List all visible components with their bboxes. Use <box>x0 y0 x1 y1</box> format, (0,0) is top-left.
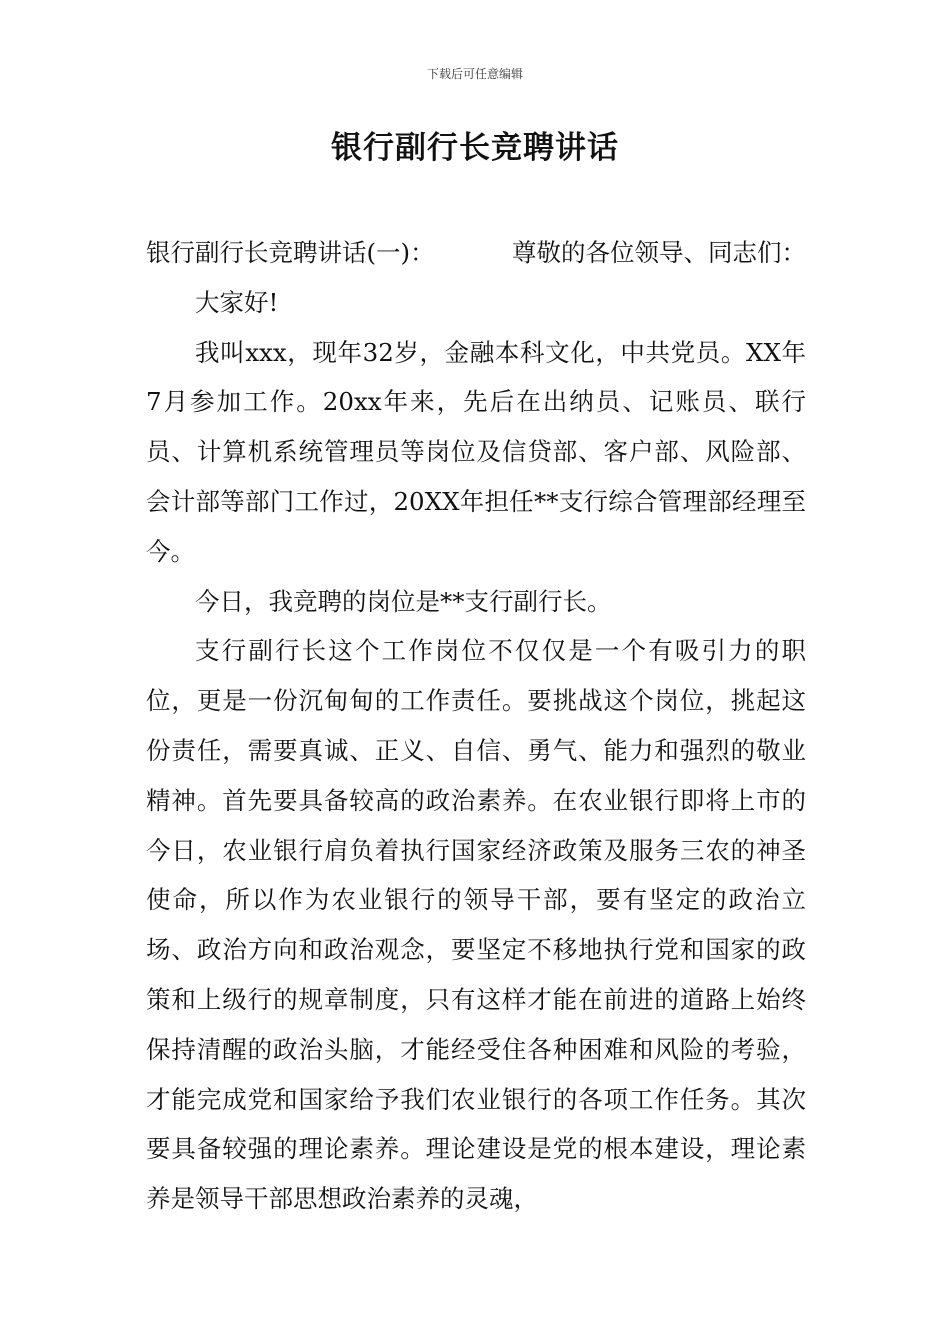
header-note: 下载后可任意编辑 <box>426 67 523 81</box>
self-introduction-paragraph: 我叫xxx，现年32岁，金融本科文化，中共党员。XX年7月参加工作。20xx年来，先后在出纳员、记账员、联行员、计算机系统管理员等岗位及信贷部、客户部、风险部、会计部等部门工作过，20XX年担任**支行综合管理部经理至今。 <box>146 337 806 566</box>
intro-heading: 银行副行长竞聘讲话(一)： <box>146 238 435 267</box>
salutation: 尊敬的各位领导、同志们： <box>512 238 806 267</box>
document-title: 银行副行长竞聘讲话 <box>331 130 619 166</box>
position-paragraph: 今日，我竞聘的岗位是**支行副行长。 <box>195 586 612 616</box>
greeting-paragraph: 大家好! <box>195 287 279 317</box>
responsibility-paragraph: 支行副行长这个工作岗位不仅仅是一个有吸引力的职位，更是一份沉甸甸的工作责任。要挑战这个岗位，挑起这份责任，需要真诚、正义、自信、勇气、能力和强烈的敬业精神。首先要具备较高的政治素养。在农业银行即将上市的今日，农业银行肩负着执行国家经济政策及服务三农的神圣使命，所以作为农业银行的领导干部，要有坚定的政治立场、政治方向和政治观念，要坚定不移地执行党和国家的政策和上级行的规章制度，只有这样才能在前进的道路上始终保持清醒的政治头脑，才能经受住各种困难和风险的考验，才能完成党和国家给予我们农业银行的各项工作任务。其次要具备较强的理论素养。理论建设是党的根本建设，理论素养是领导干部思想政治素养的灵魂， <box>146 636 806 1214</box>
document-body <box>146 228 806 1224</box>
intro-line <box>146 228 806 278</box>
